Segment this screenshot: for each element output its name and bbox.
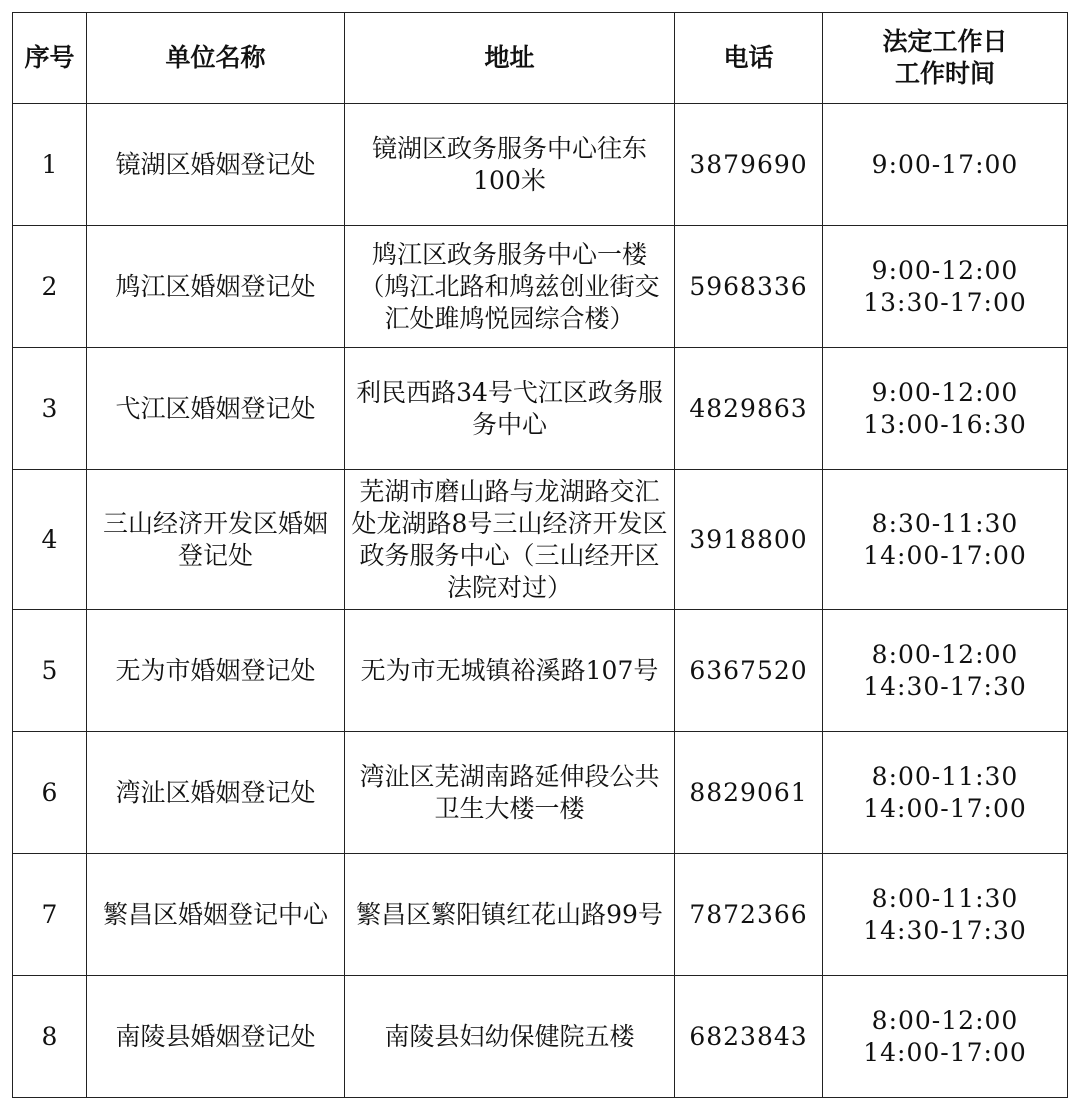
office-name: 湾沚区婚姻登记处	[87, 732, 345, 854]
hours-line: 9:00-17:00	[871, 149, 1019, 179]
hours-line: 14:00-17:00	[863, 540, 1027, 570]
hours-line: 14:30-17:30	[863, 915, 1027, 945]
table-row	[13, 854, 1068, 976]
header-no: 序号	[13, 13, 87, 104]
header-phone: 电话	[675, 13, 823, 104]
office-hours	[823, 226, 1068, 348]
office-address: 利民西路34号弋江区政务服务中心	[345, 348, 675, 470]
office-hours	[823, 854, 1068, 976]
office-name: 鸠江区婚姻登记处	[87, 226, 345, 348]
hours-line: 8:00-11:30	[871, 761, 1019, 791]
office-name: 镜湖区婚姻登记处	[87, 104, 345, 226]
office-phone: 7872366	[675, 854, 823, 976]
office-hours	[823, 104, 1068, 226]
header-hours-line2: 工作时间	[894, 59, 995, 88]
row-no: 2	[13, 226, 87, 348]
office-name: 无为市婚姻登记处	[87, 610, 345, 732]
hours-line: 8:00-12:00	[871, 639, 1019, 669]
office-hours	[823, 732, 1068, 854]
office-address: 南陵县妇幼保健院五楼	[345, 976, 675, 1098]
header-address: 地址	[345, 13, 675, 104]
office-name: 南陵县婚姻登记处	[87, 976, 345, 1098]
marriage-registry-table	[12, 12, 1068, 1098]
office-hours	[823, 610, 1068, 732]
hours-line: 8:00-11:30	[871, 883, 1019, 913]
row-no: 7	[13, 854, 87, 976]
table-row	[13, 732, 1068, 854]
header-hours	[823, 13, 1068, 104]
table-row	[13, 226, 1068, 348]
office-hours	[823, 976, 1068, 1098]
table-row	[13, 610, 1068, 732]
hours-line: 14:00-17:00	[863, 793, 1027, 823]
office-name: 三山经济开发区婚姻登记处	[87, 470, 345, 610]
office-address: 镜湖区政务服务中心往东100米	[345, 104, 675, 226]
office-phone: 3918800	[675, 470, 823, 610]
row-no: 6	[13, 732, 87, 854]
hours-line: 8:00-12:00	[871, 1005, 1019, 1035]
hours-line: 8:30-11:30	[871, 508, 1019, 538]
row-no: 3	[13, 348, 87, 470]
office-name: 弋江区婚姻登记处	[87, 348, 345, 470]
header-name: 单位名称	[87, 13, 345, 104]
office-phone: 3879690	[675, 104, 823, 226]
office-address: 鸠江区政务服务中心一楼（鸠江北路和鸠兹创业街交汇处雎鸠悦园综合楼）	[345, 226, 675, 348]
hours-line: 9:00-12:00	[871, 255, 1019, 285]
table-header-row	[13, 13, 1068, 104]
hours-line: 9:00-12:00	[871, 377, 1019, 407]
table-row	[13, 104, 1068, 226]
office-name: 繁昌区婚姻登记中心	[87, 854, 345, 976]
row-no: 5	[13, 610, 87, 732]
office-phone: 6823843	[675, 976, 823, 1098]
office-hours	[823, 348, 1068, 470]
table-row	[13, 976, 1068, 1098]
office-address: 湾沚区芜湖南路延伸段公共卫生大楼一楼	[345, 732, 675, 854]
office-address: 繁昌区繁阳镇红花山路99号	[345, 854, 675, 976]
row-no: 8	[13, 976, 87, 1098]
office-phone: 6367520	[675, 610, 823, 732]
office-phone: 8829061	[675, 732, 823, 854]
hours-line: 13:30-17:00	[863, 287, 1027, 317]
hours-line: 14:30-17:30	[863, 671, 1027, 701]
office-address: 芜湖市磨山路与龙湖路交汇处龙湖路8号三山经济开发区政务服务中心（三山经开区法院对过）	[345, 470, 675, 610]
table-row	[13, 348, 1068, 470]
office-hours	[823, 470, 1068, 610]
hours-line: 14:00-17:00	[863, 1037, 1027, 1067]
office-address: 无为市无城镇裕溪路107号	[345, 610, 675, 732]
table-row	[13, 470, 1068, 610]
hours-line: 13:00-16:30	[863, 409, 1027, 439]
header-hours-line1: 法定工作日	[882, 27, 1008, 56]
office-phone: 5968336	[675, 226, 823, 348]
row-no: 4	[13, 470, 87, 610]
office-phone: 4829863	[675, 348, 823, 470]
row-no: 1	[13, 104, 87, 226]
